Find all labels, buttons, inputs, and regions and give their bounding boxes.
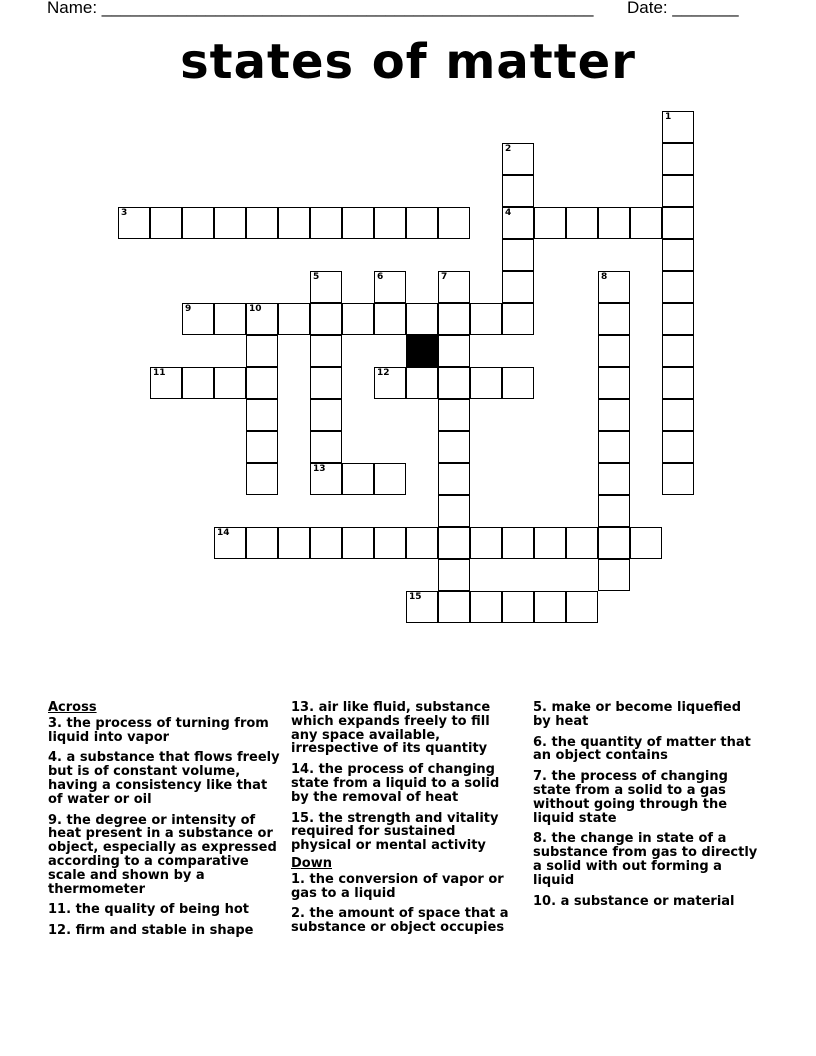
across-heading: Across: [48, 700, 97, 715]
crossword-cell[interactable]: [662, 143, 694, 175]
crossword-cell[interactable]: [310, 271, 342, 303]
clue-number: 7: [441, 272, 448, 282]
black-square: [406, 335, 438, 367]
crossword-cell[interactable]: [214, 367, 246, 399]
clue-number: 12: [377, 368, 390, 378]
down-clue: 7. the process of changing state from a solid to a gas without going through the liquid state: [533, 769, 728, 826]
crossword-cell[interactable]: [598, 463, 630, 495]
across-clue: 14. the process of changing state from a liquid to a solid by the removal of heat: [291, 762, 500, 805]
across-clue: 3. the process of turning from liquid into vapor: [48, 715, 269, 745]
crossword-cell[interactable]: [150, 367, 182, 399]
crossword-cell[interactable]: [438, 335, 470, 367]
crossword-cell[interactable]: [406, 367, 438, 399]
clue-number: 5: [313, 272, 320, 282]
crossword-cell[interactable]: [214, 303, 246, 335]
crossword-cell[interactable]: [502, 303, 534, 335]
across-clue: 4. a substance that flows freely but is of constant volume, having a consistency like that of water or oil: [48, 750, 280, 807]
crossword-cell[interactable]: [598, 527, 630, 559]
crossword-cell[interactable]: [406, 303, 438, 335]
crossword-cell[interactable]: [534, 207, 566, 239]
crossword-cell[interactable]: [662, 463, 694, 495]
crossword-cell[interactable]: [342, 303, 374, 335]
crossword-cell[interactable]: [342, 207, 374, 239]
crossword-cell[interactable]: [598, 207, 630, 239]
crossword-cell[interactable]: [502, 527, 534, 559]
clue-number: 1: [665, 112, 672, 122]
crossword-cell[interactable]: [502, 175, 534, 207]
across-clue: 15. the strength and vitality required for sustained physical or mental activity: [291, 810, 499, 854]
crossword-cell[interactable]: [310, 207, 342, 239]
crossword-cell[interactable]: [374, 207, 406, 239]
crossword-cell[interactable]: [470, 303, 502, 335]
crossword-cell[interactable]: [438, 527, 470, 559]
crossword-cell[interactable]: [566, 527, 598, 559]
crossword-cell[interactable]: [246, 463, 278, 495]
crossword-cell[interactable]: [342, 527, 374, 559]
crossword-cell[interactable]: [502, 591, 534, 623]
crossword-cell[interactable]: [310, 367, 342, 399]
crossword-cell[interactable]: [246, 335, 278, 367]
crossword-cell[interactable]: [374, 527, 406, 559]
crossword-cell[interactable]: [598, 431, 630, 463]
crossword-cell[interactable]: [182, 367, 214, 399]
crossword-cell[interactable]: [278, 303, 310, 335]
crossword-cell[interactable]: [502, 367, 534, 399]
crossword-cell[interactable]: [278, 207, 310, 239]
crossword-cell[interactable]: [470, 527, 502, 559]
crossword-cell[interactable]: [182, 303, 214, 335]
crossword-cell[interactable]: [598, 559, 630, 591]
date-field[interactable]: Date: _______: [627, 0, 739, 17]
clue-column-1: [48, 701, 283, 945]
across-clue: 13. air like fluid, substance which expands freely to fill any space available, irrespective of its quantity: [291, 700, 491, 757]
clue-number: 8: [601, 272, 608, 282]
crossword-cell[interactable]: [470, 591, 502, 623]
crossword-cell[interactable]: [662, 399, 694, 431]
crossword-cell[interactable]: [566, 207, 598, 239]
clue-number: 9: [185, 304, 192, 314]
crossword-cell[interactable]: [598, 367, 630, 399]
crossword-cell[interactable]: [374, 463, 406, 495]
crossword-cell[interactable]: [246, 527, 278, 559]
down-clue: 1. the conversion of vapor or gas to a liquid: [291, 871, 504, 901]
clue-number: 3: [121, 208, 128, 218]
crossword-cell[interactable]: [438, 431, 470, 463]
crossword-cell[interactable]: [566, 591, 598, 623]
crossword-cell[interactable]: [502, 207, 534, 239]
crossword-cell[interactable]: [470, 367, 502, 399]
crossword-cell[interactable]: [502, 239, 534, 271]
clue-number: 14: [217, 528, 230, 538]
clue-number: 6: [377, 272, 384, 282]
crossword-cell[interactable]: [310, 527, 342, 559]
crossword-cell[interactable]: [630, 207, 662, 239]
crossword-cell[interactable]: [662, 335, 694, 367]
crossword-cell[interactable]: [662, 175, 694, 207]
crossword-cell[interactable]: [598, 303, 630, 335]
crossword-cell[interactable]: [406, 527, 438, 559]
crossword-cell[interactable]: [438, 271, 470, 303]
down-clue: 6. the quantity of matter that an object contains: [533, 734, 751, 764]
crossword-cell[interactable]: [310, 431, 342, 463]
crossword-cell[interactable]: [374, 303, 406, 335]
crossword-cell[interactable]: [598, 271, 630, 303]
crossword-cell[interactable]: [662, 111, 694, 143]
crossword-cell[interactable]: [662, 271, 694, 303]
crossword-cell[interactable]: [502, 271, 534, 303]
down-clue: 10. a substance or material: [533, 893, 735, 909]
crossword-cell[interactable]: [598, 399, 630, 431]
crossword-cell[interactable]: [310, 335, 342, 367]
crossword-cell[interactable]: [438, 399, 470, 431]
crossword-cell[interactable]: [342, 463, 374, 495]
clue-column-2: [291, 701, 519, 942]
crossword-cell[interactable]: [182, 207, 214, 239]
crossword-cell[interactable]: [246, 303, 278, 335]
crossword-cell[interactable]: [246, 207, 278, 239]
crossword-cell[interactable]: [438, 207, 470, 239]
clue-column-3: [533, 701, 758, 915]
crossword-cell[interactable]: [534, 591, 566, 623]
crossword-cell[interactable]: [438, 367, 470, 399]
crossword-cell[interactable]: [662, 431, 694, 463]
clue-number: 15: [409, 592, 422, 602]
crossword-cell[interactable]: [214, 207, 246, 239]
crossword-cell[interactable]: [534, 527, 566, 559]
crossword-cell[interactable]: [310, 399, 342, 431]
across-clue: 11. the quality of being hot: [48, 902, 250, 918]
crossword-cell[interactable]: [246, 367, 278, 399]
clue-number: 10: [249, 304, 262, 314]
crossword-cell[interactable]: [406, 207, 438, 239]
crossword-cell[interactable]: [406, 591, 438, 623]
crossword-cell[interactable]: [374, 271, 406, 303]
crossword-cell[interactable]: [438, 303, 470, 335]
down-heading: Down: [291, 855, 332, 871]
crossword-cell[interactable]: [150, 207, 182, 239]
clue-number: 13: [313, 464, 326, 474]
crossword-cell[interactable]: [310, 303, 342, 335]
crossword-cell[interactable]: [118, 207, 150, 239]
crossword-cell[interactable]: [246, 431, 278, 463]
crossword-cell[interactable]: [310, 463, 342, 495]
crossword-cell[interactable]: [438, 495, 470, 527]
across-clue: 12. firm and stable in shape: [48, 923, 254, 939]
crossword-cell[interactable]: [246, 399, 278, 431]
down-clue: 8. the change in state of a substance from gas to directly a solid with out forming a liquid: [533, 831, 758, 888]
down-clue: 2. the amount of space that a substance or object occupies: [291, 906, 509, 936]
crossword-cell[interactable]: [662, 207, 694, 239]
crossword-cell[interactable]: [662, 367, 694, 399]
clue-number: 2: [505, 144, 512, 154]
clue-number: 4: [505, 208, 512, 218]
down-clue: 5. make or become liquefied by heat: [533, 700, 742, 729]
crossword-cell[interactable]: [630, 527, 662, 559]
crossword-cell[interactable]: [598, 335, 630, 367]
crossword-cell[interactable]: [278, 527, 310, 559]
crossword-cell[interactable]: [662, 303, 694, 335]
crossword-cell[interactable]: [374, 367, 406, 399]
crossword-cell[interactable]: [214, 527, 246, 559]
crossword-cell[interactable]: [438, 463, 470, 495]
crossword-cell[interactable]: [438, 591, 470, 623]
crossword-cell[interactable]: [438, 559, 470, 591]
across-clue: 9. the degree or intensity of heat present in a substance or object, especially as expressed according to a comparative scale and shown by a thermometer: [48, 812, 277, 897]
crossword-cell[interactable]: [502, 143, 534, 175]
crossword-cell[interactable]: [662, 239, 694, 271]
name-field[interactable]: Name: ____________________________________________________: [47, 0, 594, 17]
page-title: states of matter: [180, 34, 636, 90]
clue-number: 11: [153, 368, 166, 378]
crossword-cell[interactable]: [598, 495, 630, 527]
